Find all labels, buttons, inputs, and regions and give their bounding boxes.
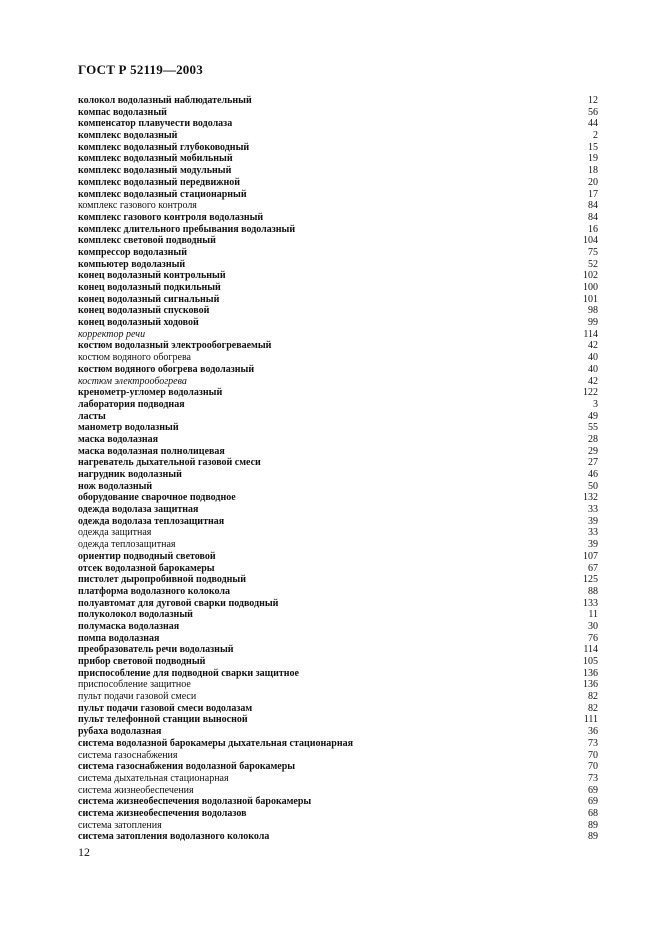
index-page-ref: 89 (588, 819, 598, 831)
index-term: маска водолазная полнолицевая (78, 445, 225, 457)
index-term: комплекс водолазный (78, 130, 178, 142)
index-term: приспособление защитное (78, 679, 191, 691)
index-page-ref: 104 (583, 235, 598, 247)
index-term: система затопления (78, 819, 162, 831)
index-term: отсек водолазной барокамеры (78, 562, 215, 574)
index-page-ref: 82 (588, 702, 598, 714)
index-page-ref: 67 (588, 562, 598, 574)
index-page-ref: 33 (588, 504, 598, 516)
index-entry (78, 831, 598, 843)
index-page-ref: 99 (588, 317, 598, 329)
index-entry (78, 714, 598, 726)
index-entry (78, 212, 598, 224)
index-term: комплекс водолазный стационарный (78, 188, 247, 200)
index-term: полуколокол водолазный (78, 609, 193, 621)
index-term: одежда защитная (78, 527, 152, 539)
index-entry (78, 364, 598, 376)
index-term: конец водолазный ходовой (78, 317, 199, 329)
index-entry (78, 270, 598, 282)
index-entry (78, 434, 598, 446)
index-page-ref: 73 (588, 772, 598, 784)
index-page-ref: 84 (588, 200, 598, 212)
index-page-ref: 122 (583, 387, 598, 399)
index-page-ref: 69 (588, 784, 598, 796)
index-entry (78, 399, 598, 411)
index-entry (78, 142, 598, 154)
index-entry (78, 118, 598, 130)
index-term: комплекс водолазный мобильный (78, 153, 233, 165)
index-term: конец водолазный подкильный (78, 282, 221, 293)
index-page-ref: 132 (583, 492, 598, 504)
index-term: кренометр-угломер водолазный (78, 387, 223, 399)
index-entry (78, 305, 598, 317)
index-term: полумаска водолазная (78, 620, 180, 632)
index-term: лаборатория подводная (78, 398, 185, 410)
index-page-ref: 18 (588, 165, 598, 177)
index-term: нож водолазный (78, 480, 153, 492)
index-page-ref: 17 (588, 188, 598, 200)
index-page-ref: 19 (588, 153, 598, 165)
index-entry (78, 773, 598, 785)
index-entry (78, 563, 598, 575)
index-page-ref: 52 (588, 258, 598, 270)
index-page-ref: 125 (583, 574, 598, 586)
index-entry (78, 224, 598, 236)
index-term: колокол водолазный наблюдательный (78, 95, 252, 106)
index-page-ref: 56 (588, 106, 598, 118)
index-entry (78, 95, 598, 107)
index-page-ref: 27 (588, 457, 598, 469)
index-term: прибор световой подводный (78, 656, 206, 667)
index-page-ref: 105 (583, 656, 598, 667)
index-term: ориентир подводный световой (78, 550, 216, 562)
index-entry (78, 387, 598, 399)
index-page-ref: 29 (588, 445, 598, 457)
index-term: рубаха водолазная (78, 726, 162, 738)
index-term: комплекс газового контроля водолазный (78, 211, 264, 223)
index-page-ref: 50 (588, 480, 598, 492)
index-term: комплекс водолазный передвижной (78, 176, 241, 188)
index-term: оборудование сварочное подводное (78, 492, 236, 504)
index-entry (78, 481, 598, 493)
index-entry (78, 317, 598, 329)
index-entry (78, 282, 598, 294)
index-term: пульт подачи газовой смеси (78, 691, 197, 703)
index-term: компьютер водолазный (78, 258, 186, 270)
index-entry (78, 504, 598, 516)
index-page-ref: 98 (588, 305, 598, 317)
index-entry (78, 808, 598, 820)
index-page-ref: 70 (588, 761, 598, 773)
index-entry (78, 539, 598, 551)
index-entry (78, 153, 598, 165)
index-entry (78, 820, 598, 832)
index-entry (78, 761, 598, 773)
index-entry (78, 598, 598, 610)
index-term: ласты (78, 410, 106, 422)
index-page-ref: 68 (588, 807, 598, 819)
index-term: платформа водолазного колокола (78, 585, 230, 597)
index-entry (78, 235, 598, 247)
index-entry (78, 668, 598, 680)
index-page-ref: 12 (588, 95, 598, 106)
index-entry (78, 189, 598, 201)
index-term: система водолазной барокамеры дыхательная стационарная (78, 737, 354, 749)
index-entry (78, 107, 598, 119)
index-entry (78, 621, 598, 633)
index-entry (78, 609, 598, 621)
index-entry (78, 633, 598, 645)
index-page-ref: 49 (588, 410, 598, 422)
term-index-list (78, 95, 598, 843)
index-entry (78, 644, 598, 656)
index-term: система газоснабжения водолазной барокамеры (78, 761, 296, 773)
index-page-ref: 15 (588, 141, 598, 153)
index-term: система жизнеобеспечения (78, 784, 194, 796)
index-page-ref: 69 (588, 796, 598, 808)
index-entry (78, 750, 598, 762)
index-page-ref: 39 (588, 539, 598, 551)
index-entry (78, 340, 598, 352)
index-term: система затопления водолазного колокола (78, 831, 270, 843)
index-page-ref: 76 (588, 632, 598, 644)
index-page-ref: 46 (588, 469, 598, 480)
index-entry (78, 411, 598, 423)
index-entry (78, 259, 598, 271)
index-page-ref: 40 (588, 352, 598, 364)
index-term: преобразователь речи водолазный (78, 644, 234, 656)
index-page-ref: 39 (588, 515, 598, 527)
index-page-ref: 84 (588, 211, 598, 223)
index-term: пистолет дыропробивной подводный (78, 574, 246, 586)
index-entry (78, 679, 598, 691)
index-term: полуавтомат для дуговой сварки подводный (78, 597, 279, 609)
index-term: конец водолазный сигнальный (78, 293, 220, 305)
index-page-ref: 55 (588, 422, 598, 434)
index-term: компенсатор плавучести водолаза (78, 118, 233, 130)
index-term: пульт телефонной станции выносной (78, 714, 248, 726)
index-entry (78, 656, 598, 668)
index-page-ref: 82 (588, 691, 598, 703)
index-entry (78, 130, 598, 142)
index-entry (78, 422, 598, 434)
index-page-ref: 101 (583, 293, 598, 305)
index-term: одежда водолаза защитная (78, 504, 199, 516)
index-entry (78, 376, 598, 388)
index-page-ref: 136 (583, 667, 598, 679)
index-term: система газоснабжения (78, 749, 178, 761)
index-term: компрессор водолазный (78, 246, 188, 258)
index-term: нагрудник водолазный (78, 469, 182, 480)
index-page-ref: 42 (588, 375, 598, 387)
index-entry (78, 165, 598, 177)
index-term: система жизнеобеспечения водолазов (78, 807, 247, 819)
index-entry (78, 586, 598, 598)
index-entry (78, 691, 598, 703)
index-page-ref: 2 (593, 130, 598, 142)
index-entry (78, 551, 598, 563)
index-term: комплекс длительного пребывания водолазный (78, 223, 296, 235)
index-entry (78, 726, 598, 738)
index-page-ref: 88 (588, 585, 598, 597)
index-term: пульт подачи газовой смеси водолазам (78, 702, 253, 714)
index-term: конец водолазный спусковой (78, 305, 210, 317)
index-page-ref: 75 (588, 246, 598, 258)
index-term: помпа водолазная (78, 632, 160, 644)
index-entry (78, 200, 598, 212)
index-page-ref: 20 (588, 176, 598, 188)
index-term: костюм водяного обогрева водолазный (78, 363, 255, 375)
index-entry (78, 492, 598, 504)
index-page-ref: 107 (583, 550, 598, 562)
index-page-ref: 33 (588, 527, 598, 539)
index-term: конец водолазный контрольный (78, 270, 226, 282)
index-term: комплекс световой подводный (78, 235, 216, 247)
index-term: комплекс газового контроля (78, 200, 197, 212)
index-page-ref: 102 (583, 270, 598, 282)
index-page-ref: 36 (588, 726, 598, 738)
index-page-ref: 89 (588, 831, 598, 843)
index-page-ref: 133 (583, 597, 598, 609)
index-entry (78, 469, 598, 481)
index-entry (78, 177, 598, 189)
index-term: костюм водяного обогрева (78, 352, 191, 364)
index-term: приспособление для подводной сварки защитное (78, 667, 299, 679)
index-page-ref: 11 (588, 609, 598, 621)
index-page-ref: 42 (588, 340, 598, 352)
index-term: комплекс водолазный глубоководный (78, 141, 250, 153)
index-entry (78, 574, 598, 586)
index-entry (78, 294, 598, 306)
index-term: система жизнеобеспечения водолазной барокамеры (78, 796, 312, 808)
index-page-ref: 3 (593, 398, 598, 410)
index-term: корректор речи (78, 328, 146, 340)
index-entry (78, 446, 598, 458)
index-entry (78, 785, 598, 797)
index-entry (78, 738, 598, 750)
index-term: комплекс водолазный модульный (78, 165, 232, 177)
index-term: маска водолазная (78, 433, 159, 445)
index-term: манометр водолазный (78, 422, 179, 434)
index-entry (78, 703, 598, 715)
index-page-ref: 16 (588, 223, 598, 235)
index-page-ref: 44 (588, 118, 598, 130)
index-page-ref: 70 (588, 749, 598, 761)
index-entry (78, 516, 598, 528)
index-term: нагреватель дыхательной газовой смеси (78, 457, 261, 469)
page-number: 12 (78, 845, 90, 859)
index-entry (78, 329, 598, 341)
index-page-ref: 114 (583, 328, 598, 340)
index-page-ref: 100 (583, 282, 598, 293)
index-page-ref: 73 (588, 737, 598, 749)
index-page-ref: 40 (588, 363, 598, 375)
index-entry (78, 796, 598, 808)
document-header: ГОСТ Р 52119—2003 (78, 62, 203, 77)
index-page-ref: 114 (583, 644, 598, 656)
index-entry (78, 527, 598, 539)
index-term: костюм водолазный электрообогреваемый (78, 340, 272, 352)
index-page-ref: 111 (583, 714, 598, 726)
index-term: одежда теплозащитная (78, 539, 176, 551)
index-page-ref: 28 (588, 433, 598, 445)
index-term: компас водолазный (78, 106, 167, 118)
index-entry (78, 352, 598, 364)
index-page-ref: 136 (583, 679, 598, 691)
index-entry (78, 457, 598, 469)
index-page-ref: 30 (588, 620, 598, 632)
index-term: одежда водолаза теплозащитная (78, 515, 225, 527)
index-term: система дыхательная стационарная (78, 772, 229, 784)
index-term: костюм электрообогрева (78, 375, 187, 387)
index-entry (78, 247, 598, 259)
